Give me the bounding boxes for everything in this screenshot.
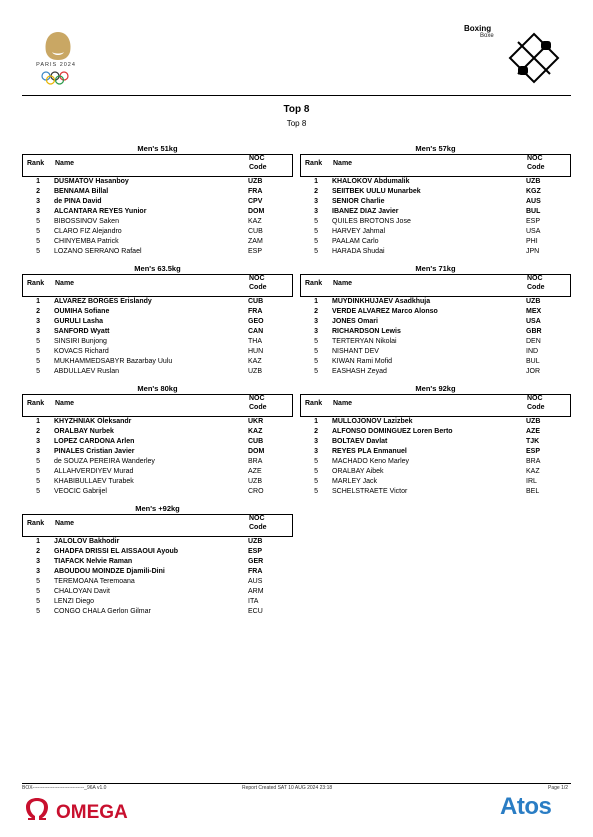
athlete-name-cell: HARVEY Jahmal: [332, 228, 386, 235]
noc-code-cell: CUB: [248, 228, 263, 235]
rank-cell: 5: [36, 218, 40, 225]
athlete-name-cell: ALVAREZ BORGES Erislandy: [54, 298, 152, 305]
noc-code-cell: KAZ: [526, 468, 540, 475]
noc-header-line2: Code: [249, 284, 267, 291]
noc-code-cell: BEL: [526, 488, 540, 495]
athlete-name-cell: CLARO FIZ Alejandro: [54, 228, 122, 235]
table-row: [22, 547, 293, 557]
athlete-name-cell: TIAFACK Nelvie Raman: [54, 558, 133, 565]
table-row: [300, 317, 571, 327]
noc-code-cell: BRA: [248, 458, 263, 465]
name-header: Name: [55, 160, 75, 167]
table-row: [300, 227, 571, 237]
rank-cell: 5: [36, 598, 40, 605]
table-row: [22, 567, 293, 577]
noc-header-line1: NOC: [249, 515, 265, 522]
athlete-name-cell: RICHARDSON Lewis: [332, 328, 401, 335]
athlete-name-cell: JONES Omari: [332, 318, 378, 325]
rank-cell: 3: [314, 198, 318, 205]
noc-code-cell: ESP: [526, 448, 541, 455]
noc-header-line2: Code: [249, 404, 267, 411]
table-header: [22, 514, 293, 537]
rank-cell: 5: [314, 348, 318, 355]
rank-cell: 5: [36, 248, 40, 255]
athlete-name-cell: CONGO CHALA Gerlon Gilmar: [54, 608, 151, 615]
table-row: [22, 337, 293, 347]
rank-cell: 3: [314, 328, 318, 335]
rank-cell: 3: [36, 318, 40, 325]
noc-code-cell: DEN: [526, 338, 541, 345]
name-header: Name: [55, 520, 75, 527]
table-header: [22, 394, 293, 417]
table-header: [22, 274, 293, 297]
rank-cell: 1: [36, 298, 40, 305]
noc-code-cell: AZE: [526, 428, 540, 435]
category-title: Men's 71kg: [415, 264, 456, 273]
table-row: [22, 227, 293, 237]
table-row: [300, 237, 571, 247]
category-table: [300, 384, 571, 497]
category-title: Men's 80kg: [137, 384, 178, 393]
omega-wordmark: OMEGA: [56, 802, 128, 822]
rank-header: Rank: [27, 520, 45, 527]
rank-cell: 5: [314, 458, 318, 465]
table-row: [22, 447, 293, 457]
table-row: [22, 477, 293, 487]
noc-code-cell: UZB: [526, 178, 541, 185]
table-row: [22, 177, 293, 187]
noc-code-cell: UZB: [526, 298, 541, 305]
table-row: [300, 247, 571, 257]
noc-code-cell: UKR: [248, 418, 264, 425]
athlete-name-cell: KIWAN Rami Mofid: [332, 358, 393, 365]
table-row: [22, 597, 293, 607]
table-row: [22, 457, 293, 467]
rank-cell: 3: [36, 558, 40, 565]
table-row: [22, 217, 293, 227]
table-row: [22, 537, 293, 547]
athlete-name-cell: IBANEZ DIAZ Javier: [332, 208, 399, 215]
table-row: [22, 317, 293, 327]
athlete-name-cell: SEIITBEK UULU Munarbek: [332, 188, 421, 195]
rank-cell: 3: [314, 208, 318, 215]
footer-page-number: Page 1/2: [548, 785, 569, 791]
rank-cell: 1: [36, 538, 40, 545]
noc-header-line1: NOC: [249, 395, 265, 402]
athlete-name-cell: KHYZHNIAK Oleksandr: [54, 418, 132, 425]
category-title: Men's 63.5kg: [134, 264, 181, 273]
rank-header: Rank: [27, 400, 45, 407]
rank-cell: 1: [314, 418, 318, 425]
rank-cell: 5: [36, 588, 40, 595]
table-row: [300, 307, 571, 317]
table-row: [22, 427, 293, 437]
noc-code-cell: THA: [248, 338, 262, 345]
noc-code-cell: KAZ: [248, 358, 262, 365]
rank-cell: 5: [314, 368, 318, 375]
noc-code-cell: GEO: [248, 318, 264, 325]
noc-code-cell: UZB: [248, 178, 263, 185]
noc-code-cell: IND: [526, 348, 539, 355]
noc-code-cell: UZB: [248, 478, 262, 485]
category-table: [22, 504, 293, 617]
table-row: [22, 347, 293, 357]
noc-code-cell: FRA: [248, 308, 263, 315]
table-row: [22, 467, 293, 477]
noc-code-cell: PHI: [526, 238, 538, 245]
athlete-name-cell: BOLTAEV Davlat: [332, 438, 388, 445]
noc-code-cell: AUS: [526, 198, 541, 205]
rank-cell: 5: [36, 238, 40, 245]
rank-cell: 1: [36, 178, 40, 185]
table-row: [22, 587, 293, 597]
noc-code-cell: DOM: [248, 448, 265, 455]
footer-report-created: Report Created SAT 10 AUG 2024 23:18: [242, 785, 333, 791]
rank-cell: 5: [36, 228, 40, 235]
noc-header-line1: NOC: [527, 275, 543, 282]
rank-cell: 3: [36, 198, 40, 205]
athlete-name-cell: DUSMATOV Hasanboy: [54, 178, 129, 185]
athlete-name-cell: ABDULLAEV Ruslan: [54, 368, 119, 375]
rank-cell: 5: [314, 358, 318, 365]
rank-cell: 1: [314, 178, 318, 185]
athlete-name-cell: ALFONSO DOMINGUEZ Loren Berto: [332, 428, 453, 435]
noc-code-cell: KAZ: [248, 428, 263, 435]
name-header: Name: [333, 280, 353, 287]
rank-cell: 5: [314, 228, 318, 235]
table-row: [300, 437, 571, 447]
category-title: Men's 57kg: [415, 144, 456, 153]
paris-2024-logo: [30, 28, 86, 86]
athlete-name-cell: MACHADO Keno Marley: [332, 458, 410, 465]
category-title: Men's 51kg: [137, 144, 178, 153]
sport-title-fr: Boxe: [480, 33, 494, 39]
rank-cell: 2: [36, 308, 40, 315]
athlete-name-cell: SENIOR Charlie: [332, 198, 385, 205]
noc-code-cell: GER: [248, 558, 264, 565]
table-row: [22, 557, 293, 567]
noc-code-cell: USA: [526, 228, 541, 235]
category-title: Men's +92kg: [135, 504, 180, 513]
noc-code-cell: CRO: [248, 488, 264, 495]
athlete-name-cell: JALOLOV Bakhodir: [54, 538, 120, 545]
athlete-name-cell: VERDE ALVAREZ Marco Alonso: [332, 308, 438, 315]
noc-code-cell: AUS: [248, 578, 263, 585]
table-row: [300, 357, 571, 367]
table-row: [300, 447, 571, 457]
noc-code-cell: FRA: [248, 568, 263, 575]
name-header: Name: [333, 160, 353, 167]
noc-code-cell: BRA: [526, 458, 541, 465]
athlete-name-cell: MUKHAMMEDSABYR Bazarbay Uulu: [54, 358, 173, 365]
table-row: [300, 477, 571, 487]
athlete-name-cell: GHADFA DRISSI EL AISSAOUI Ayoub: [54, 548, 179, 555]
rank-cell: 3: [36, 448, 40, 455]
rank-cell: 5: [314, 478, 318, 485]
table-row: [22, 487, 293, 497]
athlete-name-cell: EASHASH Zeyad: [332, 368, 387, 375]
category-table: [300, 264, 571, 377]
category-title: Men's 92kg: [415, 384, 456, 393]
athlete-name-cell: LOZANO SERRANO Rafael: [54, 248, 142, 255]
noc-code-cell: DOM: [248, 208, 265, 215]
rank-cell: 5: [36, 348, 40, 355]
rank-header: Rank: [27, 280, 45, 287]
table-row: [22, 357, 293, 367]
athlete-name-cell: ABOUDOU MOINDZE Djamili-Dini: [54, 568, 165, 575]
noc-code-cell: ESP: [526, 218, 541, 225]
footer-divider: [22, 783, 571, 784]
table-row: [22, 297, 293, 307]
rank-cell: 5: [36, 468, 40, 475]
noc-code-cell: KAZ: [248, 218, 262, 225]
noc-code-cell: KGZ: [526, 188, 541, 195]
table-row: [22, 187, 293, 197]
noc-code-cell: UZB: [248, 368, 262, 375]
rank-cell: 5: [314, 488, 318, 495]
table-header: [22, 154, 293, 177]
noc-code-cell: CUB: [248, 298, 264, 305]
table-row: [22, 417, 293, 427]
table-row: [300, 467, 571, 477]
noc-header-line1: NOC: [249, 155, 265, 162]
rank-cell: 2: [314, 428, 318, 435]
athlete-name-cell: ORALBAY Aibek: [332, 468, 384, 475]
table-row: [300, 297, 571, 307]
athlete-name-cell: TERTERYAN Nikolai: [332, 338, 397, 345]
rank-cell: 2: [314, 188, 318, 195]
noc-code-cell: FRA: [248, 188, 263, 195]
noc-code-cell: UZB: [248, 538, 263, 545]
noc-header-line2: Code: [249, 524, 267, 531]
rank-cell: 3: [36, 208, 40, 215]
athlete-name-cell: LENZI Diego: [54, 598, 95, 605]
athlete-name-cell: CHALOYAN Davit: [54, 588, 110, 595]
athlete-name-cell: MUYDINKHUJAEV Asadkhuja: [332, 298, 431, 305]
rank-cell: 3: [314, 318, 318, 325]
noc-code-cell: ESP: [248, 248, 263, 255]
rank-cell: 5: [36, 578, 40, 585]
rank-cell: 2: [36, 428, 40, 435]
table-row: [300, 197, 571, 207]
table-row: [22, 577, 293, 587]
page-subtitle: Top 8: [286, 119, 307, 128]
rank-cell: 5: [314, 468, 318, 475]
rank-header: Rank: [305, 160, 323, 167]
noc-code-cell: JPN: [526, 248, 540, 255]
category-table: [22, 264, 293, 377]
table-row: [22, 207, 293, 217]
header-divider: [22, 95, 571, 96]
noc-code-cell: BUL: [526, 358, 540, 365]
rank-cell: 2: [36, 188, 40, 195]
omega-logo: [24, 796, 154, 822]
athlete-name-cell: QUILES BROTONS Jose: [332, 218, 411, 225]
noc-header-line1: NOC: [527, 155, 543, 162]
table-row: [300, 457, 571, 467]
rank-cell: 2: [36, 548, 40, 555]
athlete-name-cell: KOVACS Richard: [54, 348, 109, 355]
rank-cell: 3: [314, 438, 318, 445]
table-row: [300, 207, 571, 217]
rank-header: Rank: [305, 280, 323, 287]
athlete-name-cell: GURULI Lasha: [54, 318, 104, 325]
atos-logo: Atos: [500, 793, 552, 820]
rank-cell: 5: [36, 608, 40, 615]
table-row: [22, 437, 293, 447]
noc-header-line2: Code: [527, 284, 545, 291]
rank-cell: 5: [36, 358, 40, 365]
athlete-name-cell: PINALES Cristian Javier: [54, 448, 135, 455]
rank-cell: 3: [314, 448, 318, 455]
table-row: [300, 427, 571, 437]
table-row: [22, 247, 293, 257]
athlete-name-cell: ALLAHVERDIYEV Murad: [54, 468, 134, 475]
footer-code: BOX-------------------------------_96A v1.0: [22, 785, 107, 791]
category-table: [22, 144, 293, 257]
table-row: [300, 177, 571, 187]
athlete-name-cell: TEREMOANA Teremoana: [54, 578, 135, 585]
athlete-name-cell: SANFORD Wyatt: [54, 328, 110, 335]
rank-cell: 5: [36, 478, 40, 485]
athlete-name-cell: BIBOSSINOV Saken: [54, 218, 119, 225]
noc-code-cell: HUN: [248, 348, 264, 355]
table-row: [300, 327, 571, 337]
noc-code-cell: AZE: [248, 468, 262, 475]
table-row: [300, 337, 571, 347]
athlete-name-cell: BENNAMA Billal: [54, 188, 109, 195]
athlete-name-cell: REYES PLA Enmanuel: [332, 448, 407, 455]
rank-cell: 2: [314, 308, 318, 315]
athlete-name-cell: ALCANTARA REYES Yunior: [54, 208, 147, 215]
table-row: [22, 367, 293, 377]
athlete-name-cell: MARLEY Jack: [332, 478, 377, 485]
category-table: [22, 384, 293, 497]
athlete-name-cell: KHABIBULLAEV Turabek: [54, 478, 134, 485]
rank-cell: 5: [36, 368, 40, 375]
name-header: Name: [55, 280, 75, 287]
rank-cell: 5: [36, 488, 40, 495]
table-header: [300, 274, 571, 297]
table-header: [300, 394, 571, 417]
table-row: [300, 187, 571, 197]
logo-text: PARIS 2024: [36, 62, 76, 68]
boxing-pictogram-icon: [508, 32, 560, 84]
table-row: [300, 217, 571, 227]
noc-code-cell: BUL: [526, 208, 541, 215]
noc-code-cell: TJK: [526, 438, 540, 445]
table-row: [22, 197, 293, 207]
noc-header-line2: Code: [249, 164, 267, 171]
athlete-name-cell: de PINA David: [54, 198, 102, 205]
athlete-name-cell: PAALAM Carlo: [332, 238, 379, 245]
category-table: [300, 144, 571, 257]
name-header: Name: [333, 400, 353, 407]
rank-header: Rank: [305, 400, 323, 407]
noc-code-cell: CAN: [248, 328, 264, 335]
page-title: Top 8: [283, 104, 310, 115]
table-header: [300, 154, 571, 177]
rank-cell: 3: [36, 438, 40, 445]
rank-header: Rank: [27, 160, 45, 167]
rank-cell: 1: [36, 418, 40, 425]
table-row: [300, 367, 571, 377]
athlete-name-cell: NISHANT DEV: [332, 348, 379, 355]
athlete-name-cell: ORALBAY Nurbek: [54, 428, 114, 435]
table-row: [300, 347, 571, 357]
noc-code-cell: GBR: [526, 328, 542, 335]
noc-code-cell: ECU: [248, 608, 263, 615]
sport-title: Boxing: [464, 24, 492, 33]
athlete-name-cell: HARADA Shudai: [332, 248, 385, 255]
noc-code-cell: CUB: [248, 438, 264, 445]
athlete-name-cell: KHALOKOV Abdumalik: [332, 178, 410, 185]
noc-code-cell: USA: [526, 318, 541, 325]
noc-code-cell: MEX: [526, 308, 542, 315]
noc-code-cell: ITA: [248, 598, 259, 605]
noc-code-cell: ZAM: [248, 238, 263, 245]
rank-cell: 3: [36, 328, 40, 335]
rank-cell: 5: [314, 248, 318, 255]
noc-code-cell: CPV: [248, 198, 263, 205]
noc-code-cell: IRL: [526, 478, 537, 485]
noc-header-line1: NOC: [249, 275, 265, 282]
rank-cell: 5: [314, 238, 318, 245]
athlete-name-cell: SINSIRI Bunjong: [54, 338, 107, 345]
noc-header-line2: Code: [527, 404, 545, 411]
noc-header-line2: Code: [527, 164, 545, 171]
rank-cell: 5: [314, 338, 318, 345]
athlete-name-cell: VEOCIC Gabrijel: [54, 488, 107, 495]
noc-code-cell: JOR: [526, 368, 540, 375]
table-row: [22, 307, 293, 317]
athlete-name-cell: MULLOJONOV Lazizbek: [332, 418, 413, 425]
noc-code-cell: ESP: [248, 548, 263, 555]
athlete-name-cell: de SOUZA PEREIRA Wanderley: [54, 458, 155, 465]
noc-header-line1: NOC: [527, 395, 543, 402]
athlete-name-cell: LOPEZ CARDONA Arlen: [54, 438, 135, 445]
rank-cell: 3: [36, 568, 40, 575]
table-row: [22, 237, 293, 247]
table-row: [22, 327, 293, 337]
rank-cell: 5: [36, 338, 40, 345]
table-row: [300, 487, 571, 497]
rank-cell: 5: [314, 218, 318, 225]
athlete-name-cell: OUMIHA Sofiane: [54, 308, 110, 315]
athlete-name-cell: SCHELSTRAETE Victor: [332, 488, 408, 495]
noc-code-cell: ARM: [248, 588, 264, 595]
table-row: [22, 607, 293, 617]
name-header: Name: [55, 400, 75, 407]
rank-cell: 1: [314, 298, 318, 305]
rank-cell: 5: [36, 458, 40, 465]
noc-code-cell: UZB: [526, 418, 541, 425]
table-row: [300, 417, 571, 427]
athlete-name-cell: CHINYEMBA Patrick: [54, 238, 119, 245]
